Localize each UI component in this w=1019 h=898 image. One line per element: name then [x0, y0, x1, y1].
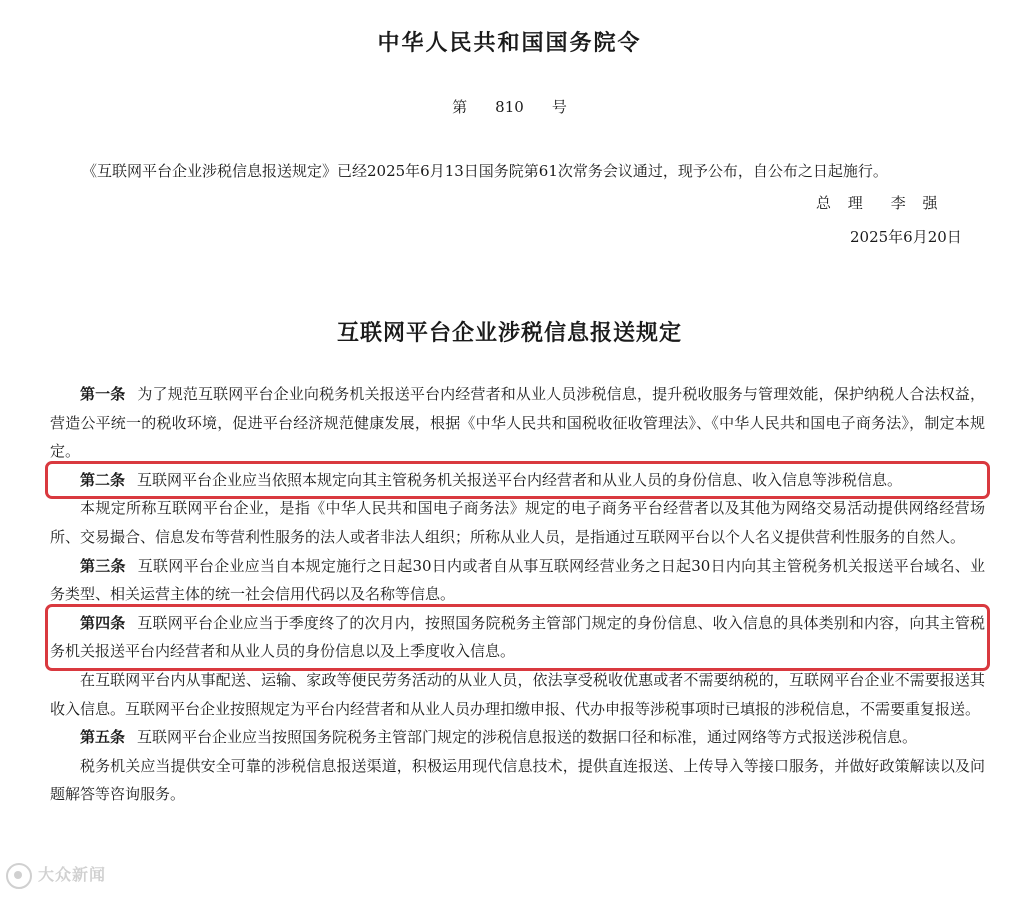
- order-number-prefix: 第: [452, 98, 468, 116]
- order-number-suffix: 号: [551, 98, 567, 116]
- regulation-title: 互联网平台企业涉税信息报送规定: [336, 320, 682, 346]
- sign-date: 2025年6月20日: [850, 228, 962, 246]
- article-text: 互联网平台企业应当于季度终了的次月内，按照国务院税务主管部门规定的身份信息、收入信息的具体类别和内容，向其主管税务机关报送平台内经营者和从业人员的身份信息以及上季度收入信息。: [50, 613, 985, 661]
- article-3-paragraph: [50, 552, 985, 609]
- article-4-paragraph-highlighted: [50, 609, 985, 666]
- watermark-logo-icon: [6, 863, 32, 889]
- article-2-paragraph-highlighted: [50, 466, 985, 495]
- article-5-continuation-paragraph: [50, 752, 985, 809]
- signer-name: 李 强: [890, 194, 944, 212]
- order-number: [0, 96, 1019, 117]
- watermark-text: 大众新闻: [38, 865, 107, 884]
- article-label: 第二条: [80, 470, 126, 489]
- article-label: 第三条: [80, 556, 126, 575]
- article-text: 为了规范互联网平台企业向税务机关报送平台内经营者和从业人员涉税信息，提升税收服务与管理效能，保护纳税人合法权益，营造公平统一的税收环境，促进平台经济规范健康发展，根据《中华人民共和国税收征收管理法》、《中华人民共和国电子商务法》，制定本规定。: [50, 385, 985, 461]
- article-label: 第一条: [80, 385, 126, 403]
- paragraph-text: 本规定所称互联网平台企业，是指《中华人民共和国电子商务法》规定的电子商务平台经营者以及其他为网络交易活动提供网络经营场所、交易撮合、信息发布等营利性服务的法人或者非法人组织；所称从业人员，是指通过互联网平台以个人名义提供营利性服务的自然人。: [50, 499, 985, 546]
- signer-title: 总 理: [816, 194, 869, 212]
- signer-line: [816, 192, 944, 213]
- regulation-body: [50, 380, 985, 809]
- article-text: 互联网平台企业应当按照国务院税务主管部门规定的涉税信息报送的数据口径和标准，通过网络等方式报送涉税信息。: [137, 728, 918, 747]
- watermark: [6, 862, 106, 889]
- order-title: 中华人民共和国国务院令: [377, 30, 642, 56]
- announcement-text: 《互联网平台企业涉税信息报送规定》已经2025年6月13日国务院第61次常务会议通过，现予公布，自公布之日起施行。: [82, 162, 888, 180]
- article-label: 第四条: [80, 613, 126, 632]
- article-label: 第五条: [80, 728, 126, 747]
- article-text: 互联网平台企业应当依照本规定向其主管税务机关报送平台内经营者和从业人员的身份信息、收入信息等涉税信息。: [137, 470, 903, 489]
- article-4-continuation-paragraph: [50, 666, 985, 723]
- article-2-continuation-paragraph: [50, 494, 985, 551]
- paragraph-text: 税务机关应当提供安全可靠的涉税信息报送渠道，积极运用现代信息技术，提供直连报送、上传导入等接口服务，并做好政策解读以及问题解答等咨询服务。: [50, 756, 985, 804]
- order-number-value: 810: [495, 98, 524, 116]
- paragraph-text: 在互联网平台内从事配送、运输、家政等便民劳务活动的从业人员，依法享受税收优惠或者不需要纳税的，互联网平台企业不需要报送其收入信息。互联网平台企业按照规定为平台内经营者和从业人员办理扣缴申报、代办申报等涉税事项时已填报的涉税信息，不需要重复报送。: [50, 670, 985, 718]
- article-1-paragraph: [50, 380, 985, 466]
- article-5-paragraph: [50, 723, 985, 752]
- article-text: 互联网平台企业应当自本规定施行之日起30日内或者自从事互联网经营业务之日起30日内向其主管税务机关报送平台域名、业务类型、相关运营主体的统一社会信用代码以及名称等信息。: [50, 556, 985, 604]
